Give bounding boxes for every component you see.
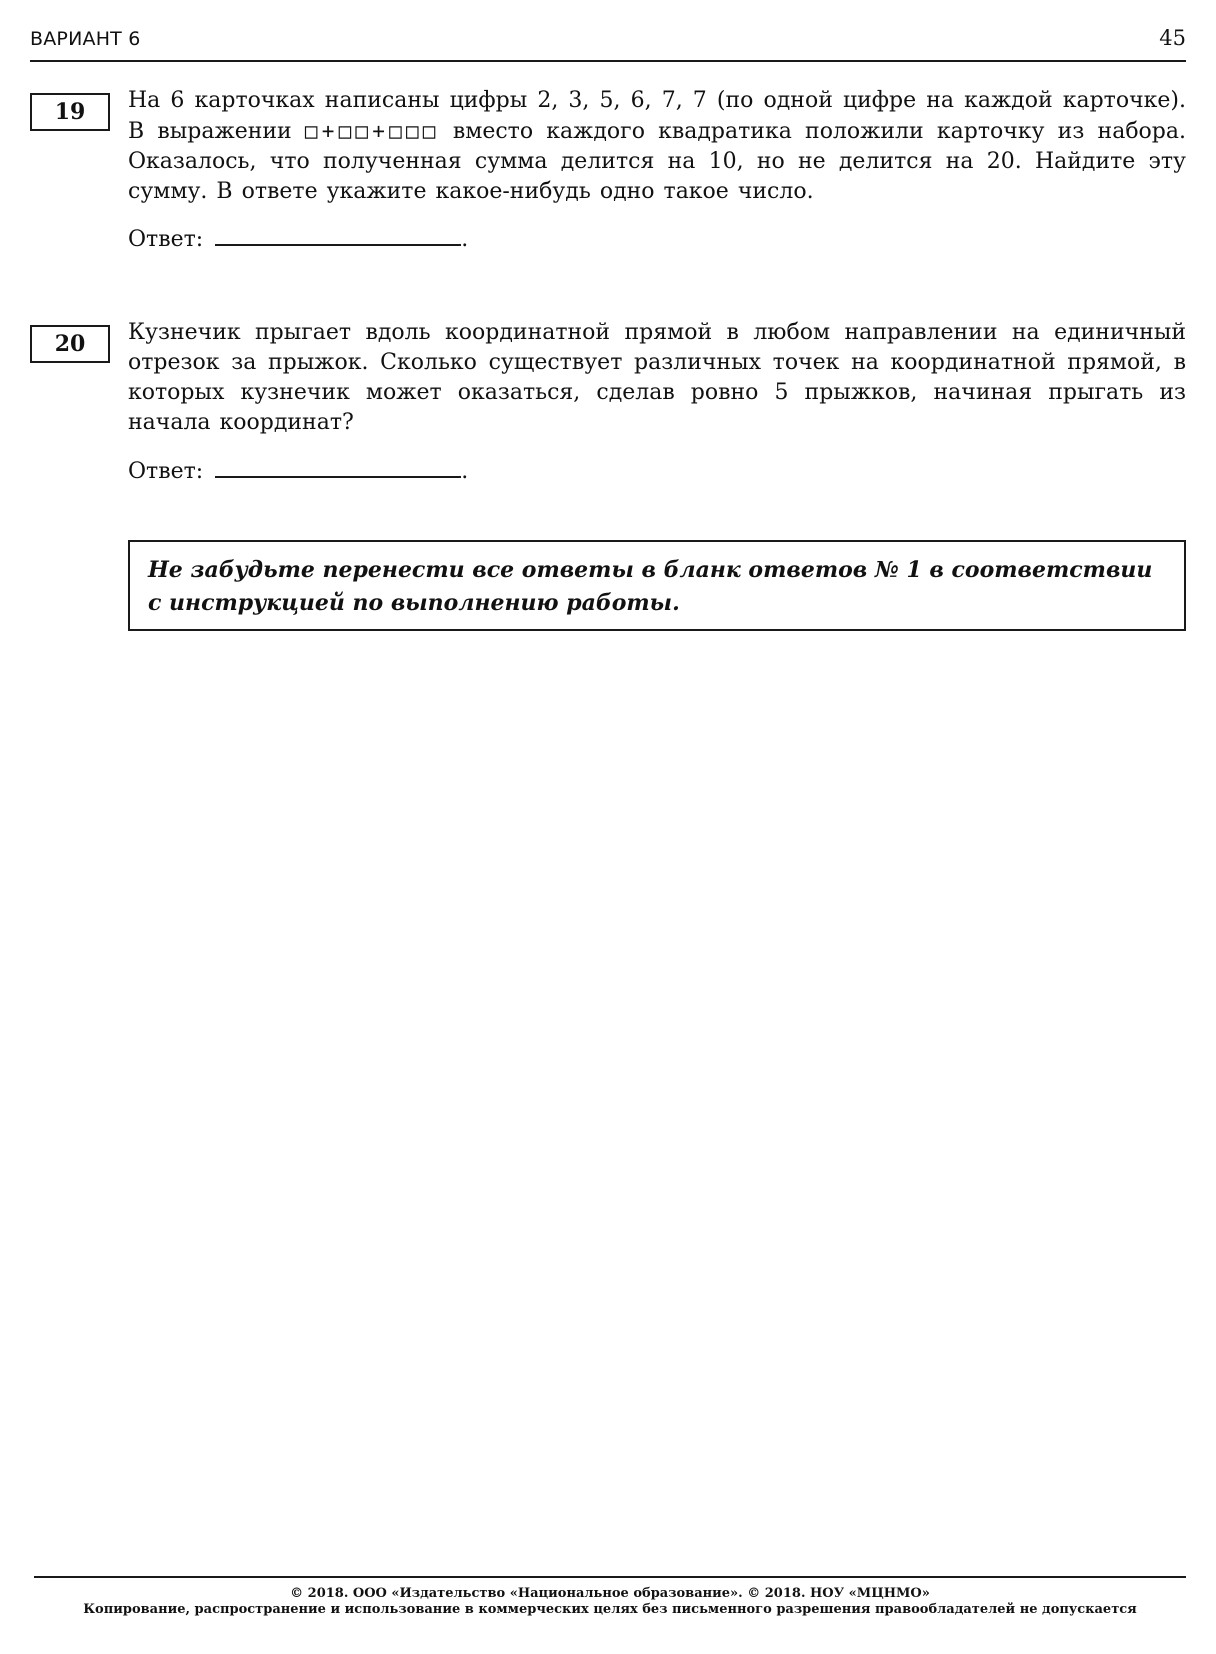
task-number-box: 19 bbox=[30, 93, 110, 131]
answer-label: Ответ: bbox=[128, 227, 204, 252]
task-20-answer bbox=[128, 454, 468, 487]
page-number: 45 bbox=[1159, 26, 1186, 50]
copying-restriction-line: Копирование, распространение и использование в коммерческих целях без письменного разрешения правообладателей не допускается bbox=[83, 1602, 1137, 1617]
task-19-answer bbox=[128, 222, 468, 255]
task-20 bbox=[30, 318, 1186, 498]
task-19 bbox=[30, 86, 1186, 266]
task-19-text-before-expression: На 6 карточках написаны цифры 2, 3, 5, 6, 7, 7 (по одной цифре на каждой карточке). В выражении bbox=[128, 88, 1186, 144]
copyright-line: © 2018. ООО «Издательство «Национальное образование». © 2018. НОУ «МЦНМО» bbox=[290, 1586, 930, 1601]
answer-line[interactable] bbox=[215, 454, 461, 478]
answer-label: Ответ: bbox=[128, 459, 204, 484]
answer-line[interactable] bbox=[215, 222, 461, 246]
answer-period: . bbox=[461, 459, 469, 484]
task-number-box: 20 bbox=[30, 325, 110, 363]
task-19-text bbox=[128, 86, 1186, 207]
variant-title: ВАРИАНТ 6 bbox=[30, 28, 141, 50]
card-expression: □+□□+□□□ bbox=[304, 119, 440, 143]
answer-period: . bbox=[461, 227, 469, 252]
task-19-text-after-expression: вместо каждого квадратика положили карточку из набора. Оказалось, что полученная сумма делится на 10, но не делится на 20. Найдите эту сумму. В ответе укажите какое-нибудь одно такое число. bbox=[128, 119, 1186, 204]
answer-transfer-note: Не забудьте перенести все ответы в бланк ответов № 1 в соответствии с инструкцией по выполнению работы. bbox=[128, 540, 1186, 631]
task-20-text: Кузнечик прыгает вдоль координатной прямой в любом направлении на единичный отрезок за прыжок. Сколько существует различных точек на координатной прямой, в которых кузнечик может оказаться, сделав ровно 5 прыжков, начиная прыгать из начала координат? bbox=[128, 320, 1186, 435]
page-header bbox=[30, 26, 1186, 62]
page-footer bbox=[34, 1576, 1186, 1618]
